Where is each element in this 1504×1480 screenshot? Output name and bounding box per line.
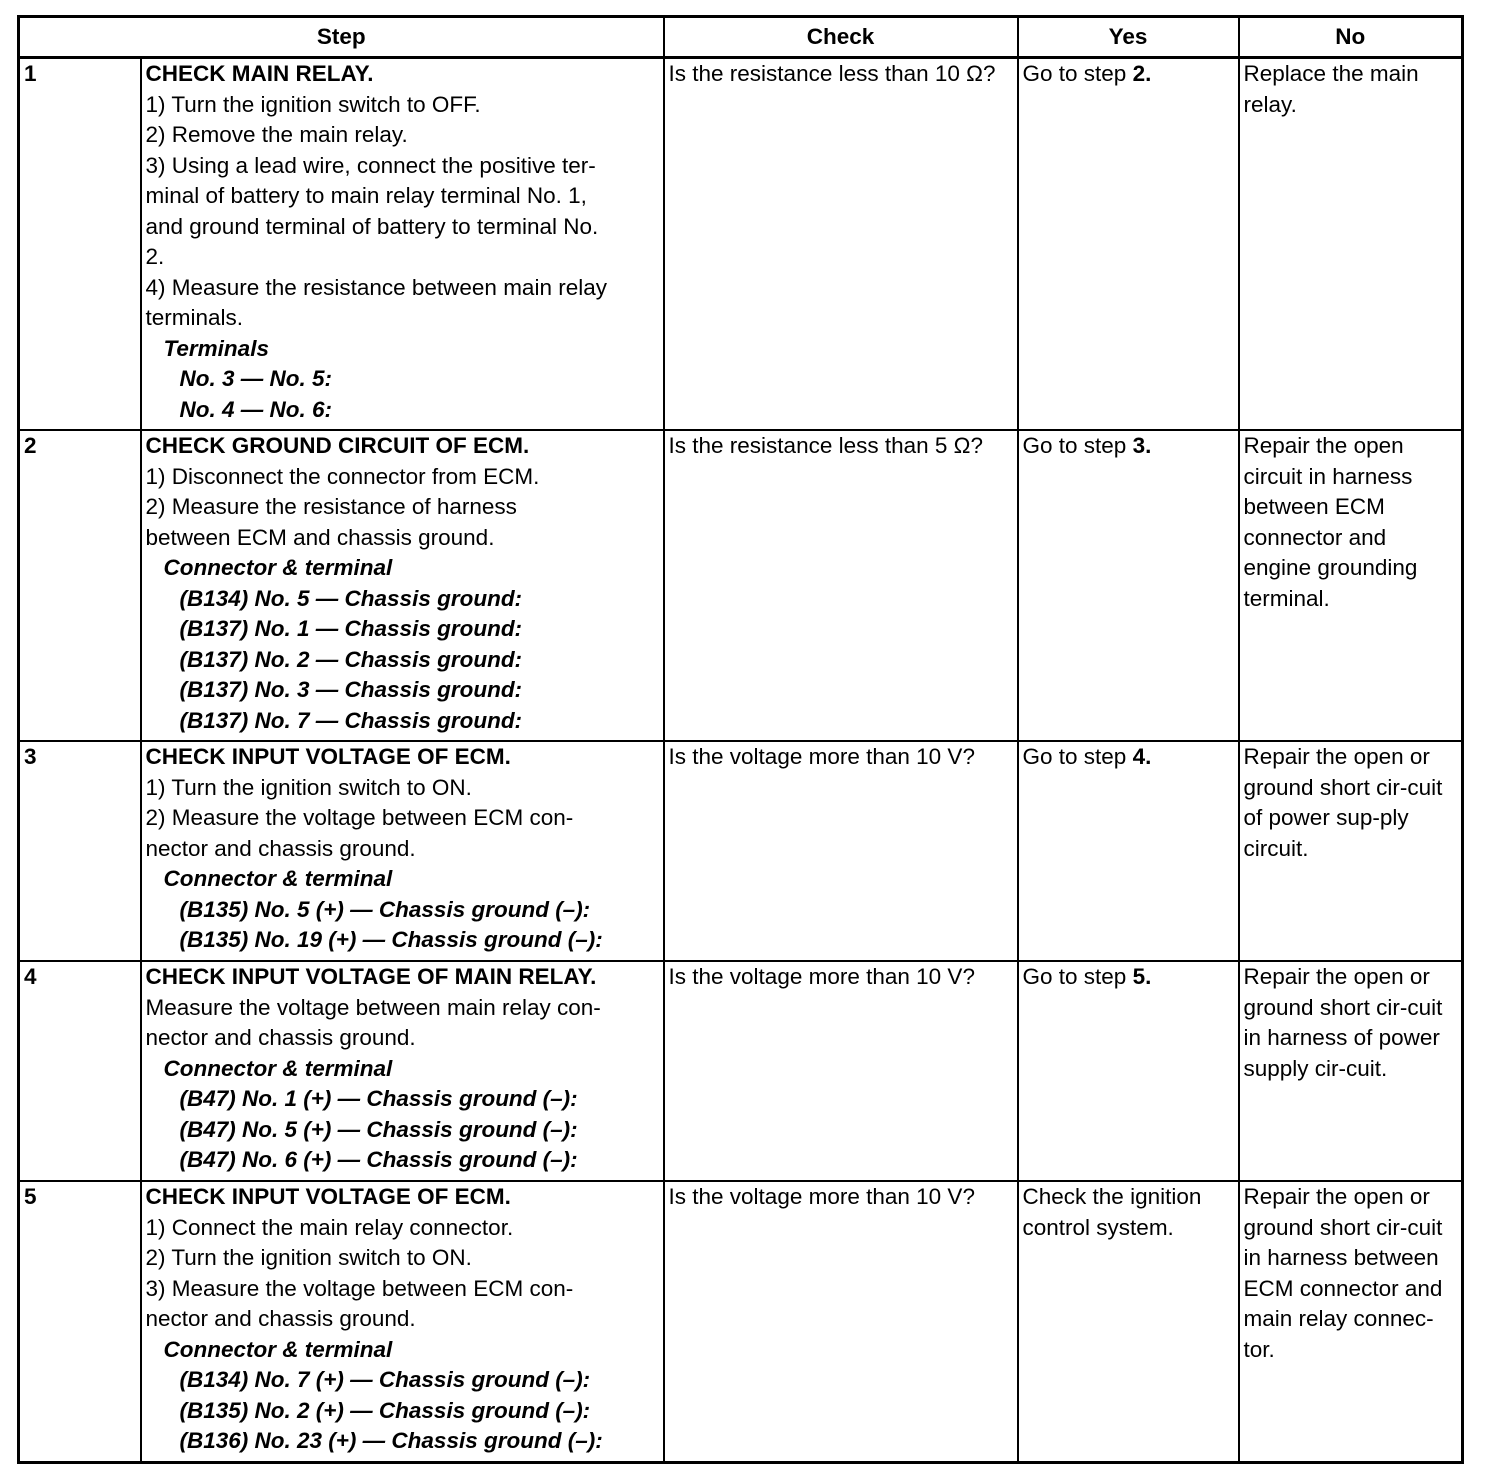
terminal-item: (B47) No. 1 (+) — Chassis ground (–): [179,1086,578,1111]
diagnostic-table [17,15,1464,1464]
step-title: CHECK MAIN RELAY. [145,61,374,86]
terminal-item: (B137) No. 3 — Chassis ground: [179,677,523,702]
terminal-item: (B137) No. 1 — Chassis ground: [179,616,523,641]
step-instruction: 1) Turn the ignition switch to OFF. [145,91,481,117]
step-procedure [141,430,664,741]
no-action: Repair the open or ground short cir-cuit in harness between ECM connector and main relay connec-tor. [1239,1181,1463,1463]
step-instruction: 1) Connect the main relay connector. [145,1214,514,1240]
yes-prefix: Go to step [1022,61,1133,86]
step-instruction: 2) Turn the ignition switch to ON. [145,1245,472,1270]
step-instruction: 2. [145,244,165,269]
terminal-item: (B134) No. 5 — Chassis ground: [179,585,523,611]
step-instruction: 2) Measure the voltage between ECM con- [145,805,574,830]
terminal-item: (B134) No. 7 (+) — Chassis ground (–): [179,1367,591,1392]
header-yes: Yes [1018,17,1239,58]
yes-prefix: Go to step [1022,433,1133,458]
step-instruction: minal of battery to main relay terminal No. 1, [145,183,587,208]
step-instruction: nector and chassis ground. [145,1025,416,1050]
no-action: Repair the open circuit in harness between ECM connector and engine grounding terminal. [1239,430,1463,741]
yes-action [1018,58,1239,431]
terminal-item: No. 4 — No. 6: [179,396,333,422]
step-instruction: 3) Measure the voltage between ECM con- [145,1275,574,1301]
terminal-header: Terminals [163,335,269,361]
yes-step-ref: 3. [1132,433,1152,458]
header-row [19,17,1463,58]
terminal-header: Connector & terminal [163,1055,393,1081]
terminal-item: (B47) No. 6 (+) — Chassis ground (–): [179,1147,578,1172]
terminal-header: Connector & terminal [163,1336,393,1362]
yes-action [1018,1181,1239,1463]
table-row [19,961,1463,1181]
step-instruction: 4) Measure the resistance between main relay [145,274,607,300]
header-step: Step [19,17,664,58]
terminal-item: (B47) No. 5 (+) — Chassis ground (–): [179,1116,578,1142]
step-instruction: and ground terminal of battery to terminal No. [145,213,599,239]
check-question: Is the voltage more than 10 V? [664,1181,1018,1463]
header-no: No [1239,17,1463,58]
step-procedure [141,961,664,1181]
step-instruction: Measure the voltage between main relay con- [145,994,601,1020]
yes-action [1018,961,1239,1181]
terminal-item: (B137) No. 2 — Chassis ground: [179,646,523,672]
terminal-item: (B135) No. 19 (+) — Chassis ground (–): [179,927,603,952]
yes-action [1018,741,1239,961]
step-instruction: nector and chassis ground. [145,1306,416,1331]
check-question: Is the resistance less than 10 Ω? [664,58,1018,431]
step-title: CHECK INPUT VOLTAGE OF ECM. [145,744,511,769]
no-action: Repair the open or ground short cir-cuit of power sup-ply circuit. [1239,741,1463,961]
terminal-item: (B137) No. 7 — Chassis ground: [179,707,523,733]
step-number: 2 [19,430,141,741]
check-question: Is the voltage more than 10 V? [664,961,1018,1181]
check-question: Is the voltage more than 10 V? [664,741,1018,961]
yes-prefix: Go to step [1022,744,1133,769]
check-question: Is the resistance less than 5 Ω? [664,430,1018,741]
yes-text: Check the ignition control system. [1022,1184,1202,1240]
yes-action [1018,430,1239,741]
step-procedure [141,58,664,431]
terminal-header: Connector & terminal [163,555,393,580]
step-instruction: 1) Disconnect the connector from ECM. [145,463,540,489]
yes-step-ref: 2. [1132,61,1152,86]
step-instruction: nector and chassis ground. [145,835,416,861]
no-action: Replace the main relay. [1239,58,1463,431]
step-procedure [141,741,664,961]
terminal-item: (B135) No. 5 (+) — Chassis ground (–): [179,896,591,922]
yes-prefix: Go to step [1022,964,1133,989]
table-body [19,58,1463,1463]
step-title: CHECK GROUND CIRCUIT OF ECM. [145,433,530,458]
step-instruction: 1) Turn the ignition switch to ON. [145,774,472,800]
step-instruction: 2) Measure the resistance of harness [145,494,517,519]
step-instruction: between ECM and chassis ground. [145,524,495,550]
step-instruction: terminals. [145,305,244,330]
step-number: 4 [19,961,141,1181]
table-row [19,1181,1463,1463]
step-title: CHECK INPUT VOLTAGE OF ECM. [145,1184,511,1209]
step-number: 5 [19,1181,141,1463]
step-instruction: 3) Using a lead wire, connect the positive ter- [145,152,596,178]
terminal-item: (B135) No. 2 (+) — Chassis ground (–): [179,1397,591,1423]
yes-step-ref: 5. [1132,964,1152,989]
table-row [19,741,1463,961]
step-number: 1 [19,58,141,431]
step-procedure [141,1181,664,1463]
terminal-item: No. 3 — No. 5: [179,366,333,391]
table-row [19,430,1463,741]
step-number: 3 [19,741,141,961]
terminal-item: (B136) No. 23 (+) — Chassis ground (–): [179,1428,603,1453]
table-row [19,58,1463,431]
no-action: Repair the open or ground short cir-cuit in harness of power supply cir-cuit. [1239,961,1463,1181]
header-check: Check [664,17,1018,58]
terminal-header: Connector & terminal [163,866,393,891]
step-title: CHECK INPUT VOLTAGE OF MAIN RELAY. [145,964,597,989]
yes-step-ref: 4. [1132,744,1152,769]
step-instruction: 2) Remove the main relay. [145,122,408,147]
